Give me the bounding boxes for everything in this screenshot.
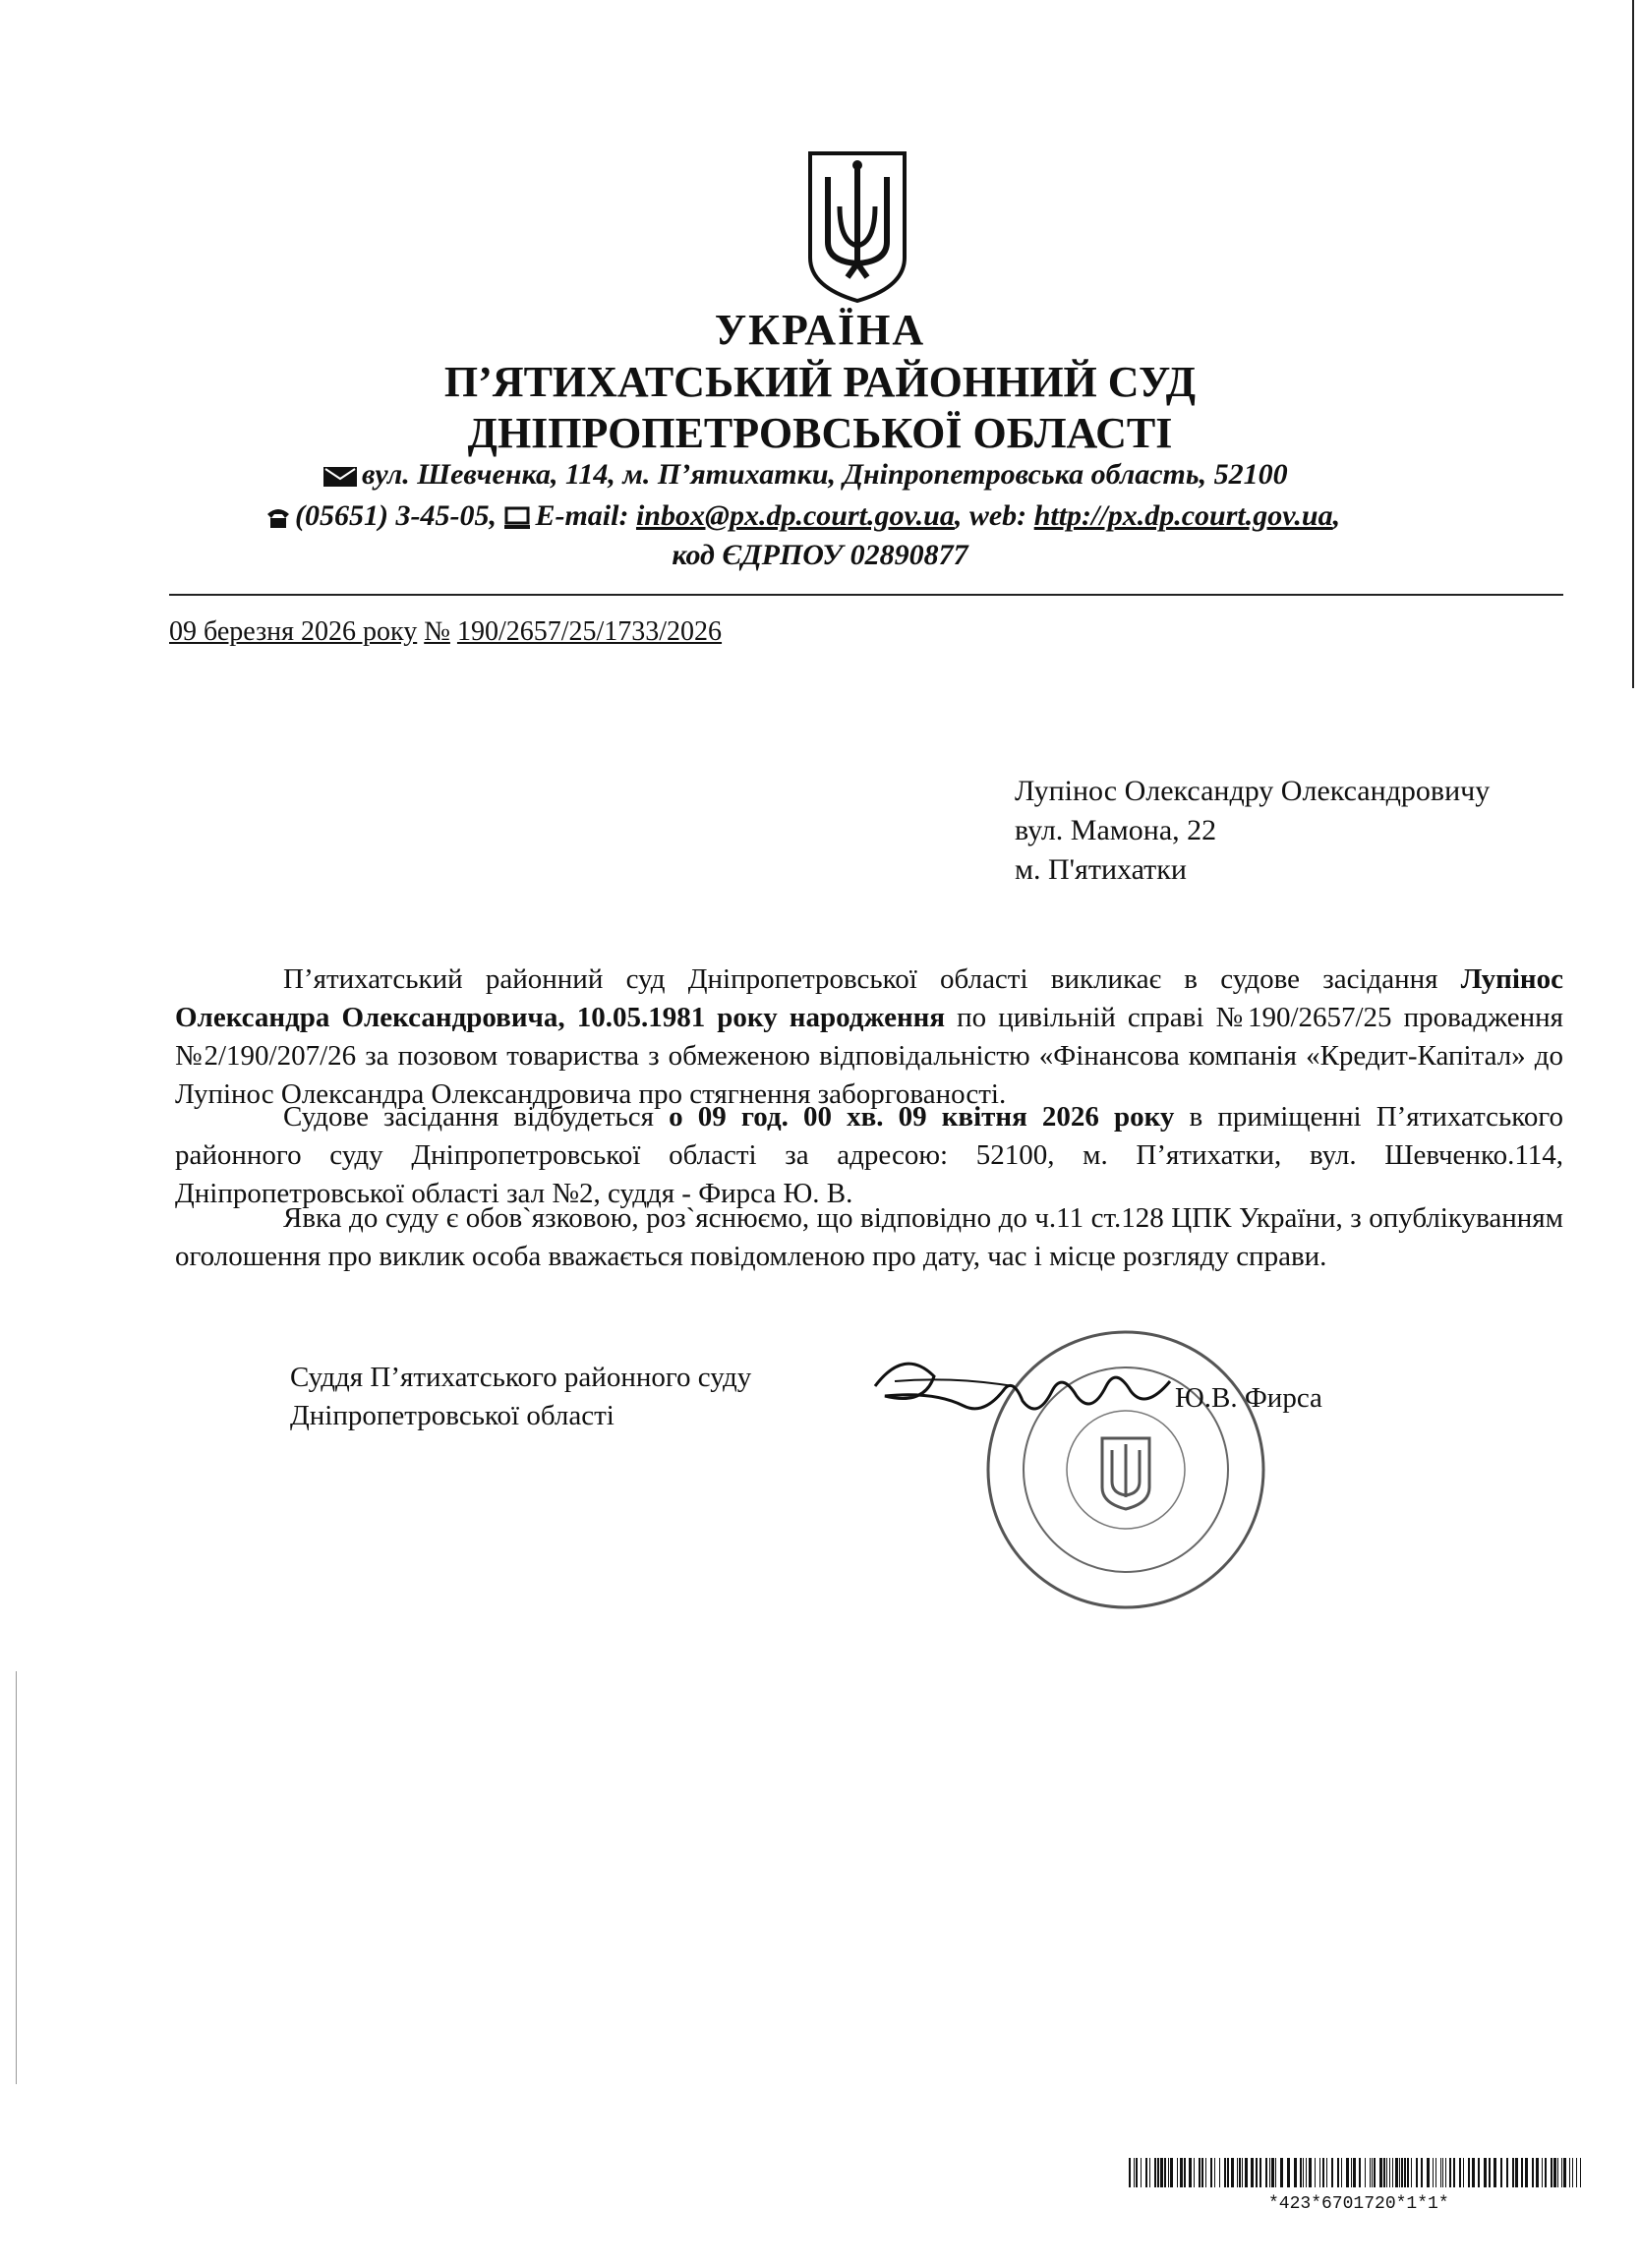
coat-of-arms-icon bbox=[804, 147, 910, 305]
web-label: , web: bbox=[954, 499, 1027, 532]
body-text: в приміщенні П’ятихатського районного суду Дніпропетровської області за адресою: 52100, м. П’ятихатки, вул. Шевченко.114, Дніпропетровської області зал №2, суддя - Фирса Ю. В. bbox=[175, 1101, 1563, 1209]
email-label: E-mail: bbox=[535, 499, 629, 532]
body-text: Явка до суду є обов`язковою, роз`яснюємо, що відповідно до ч.11 ст.128 ЦПК України, з опублікуванням оголошення про виклик особа вважається повідомленою про дату, час і місце розгляду справи. bbox=[175, 1202, 1563, 1272]
web-suffix: , bbox=[1332, 499, 1341, 532]
body-text: П’ятихатський районний суд Дніпропетровської області викликає в судове засідання bbox=[283, 963, 1461, 995]
country-title: УКРАЇНА bbox=[714, 306, 926, 354]
phone-icon bbox=[265, 506, 291, 530]
body-paragraph bbox=[175, 1098, 1563, 1213]
recipient-city: м. П'ятихатки bbox=[1015, 853, 1187, 886]
defendant-name: Лупінос Олександра Олександровича, 10.05.1981 року народження bbox=[175, 963, 1563, 1033]
handwritten-signature bbox=[865, 1337, 1180, 1445]
recipient-name: Лупінос Олександру Олександровичу bbox=[1015, 775, 1491, 807]
body-text: Судове засідання відбудеться bbox=[283, 1101, 670, 1133]
web-link[interactable]: http://px.dp.court.gov.ua bbox=[1033, 499, 1333, 532]
document-number: 190/2657/25/1733/2026 bbox=[456, 616, 723, 647]
court-name: П’ЯТИХАТСЬКИЙ РАЙОННИЙ СУД bbox=[443, 358, 1197, 406]
hearing-time: о 09 год. 00 хв. 09 квітня 2026 року bbox=[669, 1101, 1175, 1133]
mail-icon bbox=[322, 465, 358, 489]
document-date: 09 березня 2026 року bbox=[169, 616, 418, 647]
signer-title: Суддя П’ятихатського районного суду bbox=[290, 1362, 752, 1393]
court-contacts bbox=[265, 499, 1340, 533]
court-region: ДНІПРОПЕТРОВСЬКОЇ ОБЛАСТІ bbox=[467, 409, 1173, 457]
header-divider bbox=[169, 594, 1563, 596]
phone-text: (05651) 3-45-05, bbox=[295, 499, 497, 532]
document-number-label: № bbox=[424, 616, 450, 647]
body-paragraph bbox=[175, 1199, 1563, 1276]
signer-name: Ю.В. Фирса bbox=[1175, 1382, 1322, 1414]
barcode-text: *423*6701720*1*1* bbox=[1268, 2194, 1449, 2214]
body-paragraph bbox=[175, 960, 1563, 1114]
signer-region: Дніпропетровської області bbox=[290, 1400, 615, 1431]
barcode bbox=[1129, 2158, 1587, 2187]
court-address bbox=[322, 458, 1288, 492]
computer-icon bbox=[503, 506, 531, 530]
edrpou-code: код ЄДРПОУ 02890877 bbox=[672, 539, 968, 571]
document-number-line bbox=[169, 616, 722, 648]
scan-edge bbox=[16, 1671, 17, 2084]
email-link[interactable]: inbox@px.dp.court.gov.ua bbox=[635, 499, 955, 532]
address-text: вул. Шевченка, 114, м. П’ятихатки, Дніпропетровська область, 52100 bbox=[362, 458, 1288, 491]
body-text: по цивільній справі №190/2657/25 провадження №2/190/207/26 за позовом товариства з обмеженою відповідальністю «Фінансова компанія «Кредит-Капітал» до Лупінос Олександра Олександровича про стягнення заборгованості. bbox=[175, 1002, 1563, 1110]
recipient-street: вул. Мамона, 22 bbox=[1015, 814, 1217, 846]
